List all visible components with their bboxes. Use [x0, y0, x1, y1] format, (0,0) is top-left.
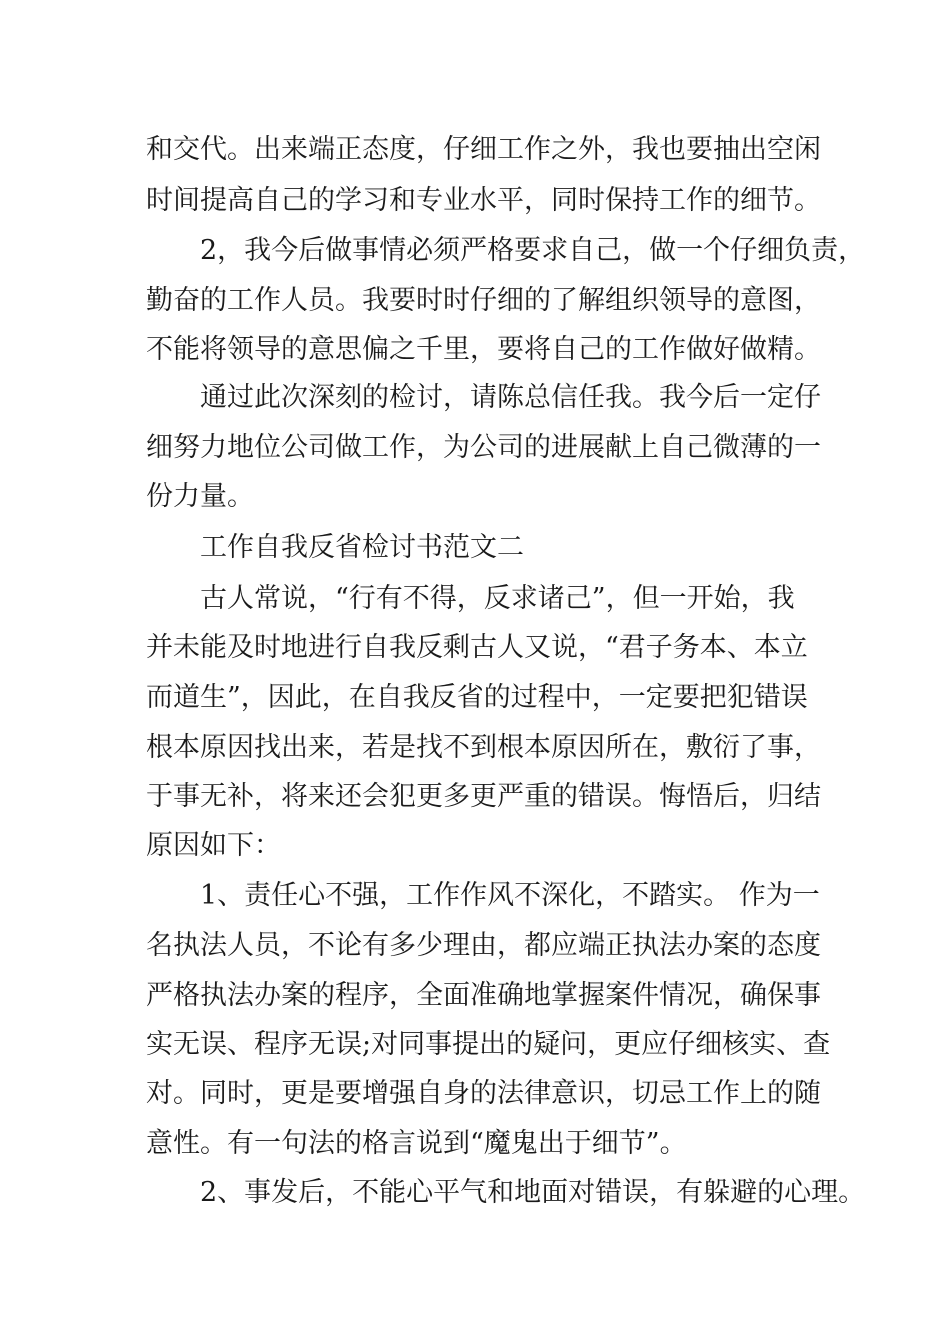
text-line: 细努力地位公司做工作，为公司的进展献上自己微薄的一	[146, 432, 821, 463]
text-line: 名执法人员，不论有多少理由，都应端正执法办案的态度	[146, 930, 821, 961]
text-line: 根本原因找出来，若是找不到根本原因所在，敷衍了事，	[146, 732, 821, 763]
text-line: 于事无补，将来还会犯更多更严重的错误。悔悟后，归结	[146, 781, 821, 812]
text-line: 意性。有一句法的格言说到“魔鬼出于细节”。	[146, 1128, 687, 1159]
text-line: 实无误、程序无误;对同事提出的疑问，更应仔细核实、查	[146, 1029, 831, 1060]
text-line: 而道生”，因此，在自我反省的过程中，一定要把犯错误	[146, 682, 808, 713]
text-line: 和交代。出来端正态度，仔细工作之外，我也要抽出空闲	[146, 134, 821, 165]
text-line: 2，我今后做事情必须严格要求自己，做一个仔细负责，	[200, 235, 866, 266]
text-line: 份力量。	[146, 481, 254, 512]
text-line: 1、责任心不强，工作作风不深化，不踏实。 作为一	[200, 880, 820, 911]
text-line: 勤奋的工作人员。我要时时仔细的了解组织领导的意图，	[146, 285, 821, 316]
text-line: 并未能及时地进行自我反剩古人又说，“君子务本、本立	[146, 632, 808, 663]
text-line: 古人常说，“行有不得，反求诸己”，但一开始，我	[200, 583, 795, 614]
text-line: 时间提高自己的学习和专业水平，同时保持工作的细节。	[146, 185, 821, 216]
section-heading: 工作自我反省检讨书范文二	[200, 532, 524, 563]
text-line: 不能将领导的意思偏之千里，要将自己的工作做好做精。	[146, 334, 821, 365]
text-line: 2、事发后，不能心平气和地面对错误，有躲避的心理。	[200, 1177, 866, 1208]
text-line: 原因如下：	[146, 830, 281, 861]
text-line: 通过此次深刻的检讨，请陈总信任我。我今后一定仔	[200, 382, 821, 413]
text-line: 严格执法办案的程序，全面准确地掌握案件情况，确保事	[146, 980, 821, 1011]
text-line: 对。同时，更是要增强自身的法律意识，切忌工作上的随	[146, 1078, 821, 1109]
